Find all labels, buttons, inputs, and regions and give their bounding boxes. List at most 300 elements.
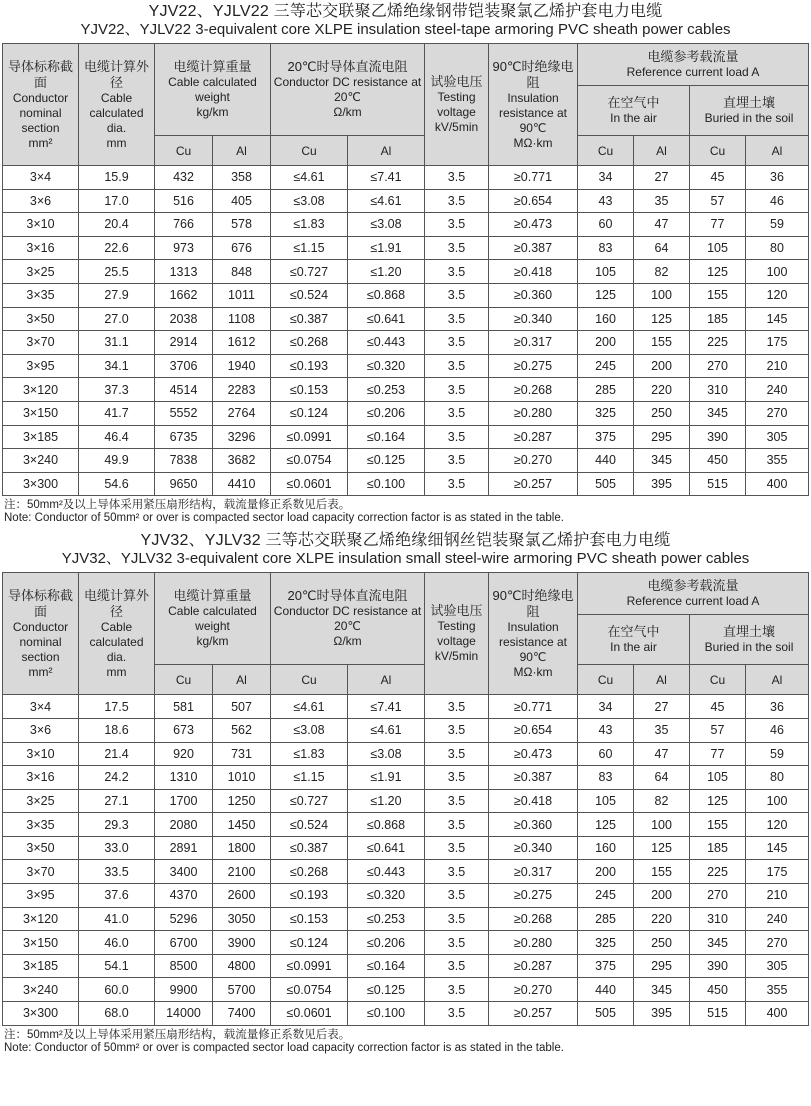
table-cell: 29.3: [79, 813, 155, 837]
table-cell: 220: [634, 378, 690, 402]
table-cell: 3.5: [425, 283, 489, 307]
table-cell: 60: [578, 742, 634, 766]
table-cell: ≤0.164: [348, 425, 425, 449]
table-cell: 285: [578, 907, 634, 931]
table-cell: ≥0.317: [489, 331, 578, 355]
table-row: [3, 931, 809, 955]
table-cell: 2080: [155, 813, 213, 837]
header-section: 导体标称截面 Conductor nominal section mm²: [3, 44, 79, 166]
table-cell: ≥0.275: [489, 354, 578, 378]
table-cell: 210: [746, 354, 809, 378]
table-cell: ≥0.317: [489, 860, 578, 884]
table-row: [3, 836, 809, 860]
table-cell: 125: [578, 283, 634, 307]
header-insulation: 90℃时绝缘电阻 Insulation resistance at 90℃ MΩ·km: [489, 44, 578, 166]
table-cell: 3.5: [425, 978, 489, 1002]
table-cell: 77: [690, 213, 746, 237]
table-cell: 3.5: [425, 425, 489, 449]
table-cell: 450: [690, 978, 746, 1002]
header-air-al: Al: [634, 136, 690, 166]
table-cell: 3.5: [425, 1002, 489, 1026]
table-cell: ≥0.270: [489, 978, 578, 1002]
table-cell: 285: [578, 378, 634, 402]
table-cell: ≥0.387: [489, 236, 578, 260]
table-cell: 3.5: [425, 213, 489, 237]
table-cell: 3×35: [3, 813, 79, 837]
table-cell: 3.5: [425, 884, 489, 908]
table-cell: 3×185: [3, 954, 79, 978]
table-cell: 3×300: [3, 472, 79, 496]
table-cell: ≤4.61: [271, 695, 348, 719]
table-cell: 120: [746, 813, 809, 837]
table-cell: 3×35: [3, 283, 79, 307]
table-cell: 83: [578, 236, 634, 260]
table-cell: 1940: [213, 354, 271, 378]
table-cell: ≤3.08: [271, 189, 348, 213]
table-cell: 432: [155, 166, 213, 190]
table-cell: 64: [634, 766, 690, 790]
table-cell: ≤0.727: [271, 260, 348, 284]
table-cell: ≤0.153: [271, 378, 348, 402]
table-cell: ≤0.253: [348, 378, 425, 402]
spec-table: [2, 572, 809, 1025]
table-cell: 9650: [155, 472, 213, 496]
table-cell: ≤0.153: [271, 907, 348, 931]
table-cell: 270: [746, 401, 809, 425]
table-row: [3, 166, 809, 190]
table-cell: 3.5: [425, 860, 489, 884]
table-cell: 3×120: [3, 378, 79, 402]
table-cell: 46: [746, 189, 809, 213]
table-cell: ≤0.524: [271, 813, 348, 837]
table-cell: 3×240: [3, 978, 79, 1002]
table-cell: 3.5: [425, 954, 489, 978]
table-cell: 3×70: [3, 860, 79, 884]
note-zh: 注：50mm²及以上导体采用紧压扇形结构，载流量修正系数见后表。: [4, 1028, 351, 1041]
table-row: [3, 695, 809, 719]
table-cell: 45: [690, 695, 746, 719]
table-cell: 82: [634, 789, 690, 813]
header-air: 在空气中 In the air: [578, 615, 690, 665]
table-cell: 83: [578, 766, 634, 790]
table-cell: ≥0.473: [489, 742, 578, 766]
table-cell: 3706: [155, 354, 213, 378]
table-row: [3, 954, 809, 978]
table-cell: 22.6: [79, 236, 155, 260]
table-cell: 3.5: [425, 401, 489, 425]
table-cell: 358: [213, 166, 271, 190]
table-cell: 3×4: [3, 695, 79, 719]
table-cell: 82: [634, 260, 690, 284]
table-cell: 270: [690, 884, 746, 908]
table-cell: 3×25: [3, 789, 79, 813]
table-cell: ≥0.360: [489, 813, 578, 837]
table-cell: ≤7.41: [348, 166, 425, 190]
table-cell: 4410: [213, 472, 271, 496]
table-cell: 515: [690, 1002, 746, 1026]
table-cell: 3×50: [3, 307, 79, 331]
table-cell: 125: [690, 789, 746, 813]
table-cell: 310: [690, 378, 746, 402]
table-cell: 59: [746, 213, 809, 237]
header-soil-cu: Cu: [690, 136, 746, 166]
table-cell: ≤0.125: [348, 978, 425, 1002]
table-cell: 295: [634, 425, 690, 449]
header-dia: 电缆计算外径 Cable calculated dia. mm: [79, 573, 155, 695]
table-cell: ≤0.868: [348, 283, 425, 307]
table-cell: 3×185: [3, 425, 79, 449]
table-cell: 210: [746, 884, 809, 908]
table-cell: 3.5: [425, 695, 489, 719]
table-cell: 15.9: [79, 166, 155, 190]
table-cell: 676: [213, 236, 271, 260]
table-row: [3, 354, 809, 378]
table-cell: 5700: [213, 978, 271, 1002]
table-cell: 1700: [155, 789, 213, 813]
table-cell: 31.1: [79, 331, 155, 355]
table-cell: ≤0.641: [348, 836, 425, 860]
table-cell: 160: [578, 307, 634, 331]
table-cell: 731: [213, 742, 271, 766]
header-resist-cu: Cu: [271, 665, 348, 695]
header-soil-al: Al: [746, 665, 809, 695]
table-cell: 145: [746, 307, 809, 331]
table-cell: 305: [746, 425, 809, 449]
table-cell: 3.5: [425, 813, 489, 837]
table-cell: 185: [690, 307, 746, 331]
table-cell: 60: [578, 213, 634, 237]
table-cell: 3×6: [3, 189, 79, 213]
table-cell: ≤0.124: [271, 401, 348, 425]
header-air-cu: Cu: [578, 665, 634, 695]
header-insulation: 90℃时绝缘电阻 Insulation resistance at 90℃ MΩ·km: [489, 573, 578, 695]
table-cell: 245: [578, 354, 634, 378]
table-cell: 80: [746, 236, 809, 260]
table-cell: 3.5: [425, 189, 489, 213]
header-voltage: 试验电压 Testing voltage kV/5min: [425, 573, 489, 695]
header-weight-cu: Cu: [155, 665, 213, 695]
table-cell: ≤0.268: [271, 860, 348, 884]
table-cell: 3×16: [3, 766, 79, 790]
table-cell: 3×4: [3, 166, 79, 190]
table-cell: ≤1.15: [271, 236, 348, 260]
table-cell: ≤4.61: [348, 189, 425, 213]
table-cell: ≤4.61: [348, 718, 425, 742]
table-cell: 5552: [155, 401, 213, 425]
table-cell: 9900: [155, 978, 213, 1002]
table-cell: 27.1: [79, 789, 155, 813]
header-resist-al: Al: [348, 136, 425, 166]
table-row: [3, 884, 809, 908]
table-cell: 2764: [213, 401, 271, 425]
table-cell: 3×95: [3, 354, 79, 378]
table-cell: ≥0.771: [489, 166, 578, 190]
table-cell: 3050: [213, 907, 271, 931]
table-cell: ≤0.727: [271, 789, 348, 813]
table-cell: 3.5: [425, 718, 489, 742]
table-cell: 1250: [213, 789, 271, 813]
table-cell: 3296: [213, 425, 271, 449]
table-cell: 155: [690, 283, 746, 307]
table-cell: 185: [690, 836, 746, 860]
table-cell: 440: [578, 978, 634, 1002]
section-title-en: YJV22、YJLV22 3-equivalent core XLPE insulation steel-tape armoring PVC sheath power cables: [80, 21, 731, 38]
table-row: [3, 978, 809, 1002]
table-cell: 100: [634, 283, 690, 307]
table-cell: ≤1.91: [348, 766, 425, 790]
table-row: [3, 331, 809, 355]
table-cell: 1010: [213, 766, 271, 790]
table-cell: 37.6: [79, 884, 155, 908]
table-cell: 3.5: [425, 789, 489, 813]
table-cell: 7838: [155, 449, 213, 473]
table-cell: ≤1.15: [271, 766, 348, 790]
table-cell: 375: [578, 425, 634, 449]
table-cell: 355: [746, 978, 809, 1002]
table-cell: 920: [155, 742, 213, 766]
header-load: 电缆参考载流量 Reference current load A: [578, 573, 809, 615]
table-cell: 47: [634, 213, 690, 237]
table-cell: 2914: [155, 331, 213, 355]
table-cell: ≤0.0754: [271, 978, 348, 1002]
table-cell: 155: [634, 331, 690, 355]
table-cell: 295: [634, 954, 690, 978]
header-resist-al: Al: [348, 665, 425, 695]
header-resistance: 20℃时导体直流电阻 Conductor DC resistance at 20℃ Ω/km: [271, 44, 425, 136]
table-cell: 4370: [155, 884, 213, 908]
table-cell: 36: [746, 166, 809, 190]
table-row: [3, 378, 809, 402]
table-cell: ≤0.0754: [271, 449, 348, 473]
table-cell: ≤0.125: [348, 449, 425, 473]
table-row: [3, 283, 809, 307]
table-cell: 105: [690, 236, 746, 260]
table-cell: ≥0.287: [489, 425, 578, 449]
table-cell: 57: [690, 189, 746, 213]
table-row: [3, 449, 809, 473]
table-cell: 848: [213, 260, 271, 284]
table-cell: ≥0.340: [489, 307, 578, 331]
table-cell: 400: [746, 472, 809, 496]
table-cell: 345: [634, 449, 690, 473]
table-cell: 125: [578, 813, 634, 837]
header-weight-al: Al: [213, 136, 271, 166]
note-zh: 注：50mm²及以上导体采用紧压扇形结构，载流量修正系数见后表。: [4, 499, 351, 512]
table-cell: ≥0.340: [489, 836, 578, 860]
table-cell: 105: [578, 789, 634, 813]
table-cell: ≥0.654: [489, 189, 578, 213]
table-row: [3, 718, 809, 742]
header-soil: 直埋土壤 Buried in the soil: [690, 86, 809, 136]
table-cell: 1662: [155, 283, 213, 307]
table-cell: ≤0.206: [348, 931, 425, 955]
table-cell: 41.0: [79, 907, 155, 931]
table-cell: ≤1.20: [348, 260, 425, 284]
table-cell: 45: [690, 166, 746, 190]
table-cell: 395: [634, 472, 690, 496]
table-cell: ≥0.275: [489, 884, 578, 908]
table-cell: 305: [746, 954, 809, 978]
table-cell: 250: [634, 931, 690, 955]
table-cell: ≥0.280: [489, 401, 578, 425]
table-cell: 1450: [213, 813, 271, 837]
table-cell: 21.4: [79, 742, 155, 766]
table-row: [3, 189, 809, 213]
table-cell: 395: [634, 1002, 690, 1026]
table-cell: ≤0.0601: [271, 472, 348, 496]
table-cell: ≤0.641: [348, 307, 425, 331]
table-cell: 33.5: [79, 860, 155, 884]
table-cell: 3×300: [3, 1002, 79, 1026]
header-weight: 电缆计算重量 Cable calculated weight kg/km: [155, 44, 271, 136]
table-cell: 3400: [155, 860, 213, 884]
table-cell: 64: [634, 236, 690, 260]
table-cell: 3×95: [3, 884, 79, 908]
header-weight-al: Al: [213, 665, 271, 695]
table-cell: 3.5: [425, 331, 489, 355]
table-cell: ≥0.257: [489, 472, 578, 496]
table-cell: 3.5: [425, 449, 489, 473]
table-cell: ≤0.320: [348, 354, 425, 378]
table-cell: ≤0.443: [348, 331, 425, 355]
table-cell: ≥0.287: [489, 954, 578, 978]
table-cell: 46: [746, 718, 809, 742]
table-row: [3, 789, 809, 813]
table-cell: ≤0.0991: [271, 425, 348, 449]
table-cell: 562: [213, 718, 271, 742]
table-cell: 77: [690, 742, 746, 766]
header-section: 导体标称截面 Conductor nominal section mm²: [3, 573, 79, 695]
table-cell: 125: [634, 307, 690, 331]
header-soil-al: Al: [746, 136, 809, 166]
table-cell: ≤1.91: [348, 236, 425, 260]
table-cell: 3×10: [3, 742, 79, 766]
table-cell: 20.4: [79, 213, 155, 237]
header-weight-cu: Cu: [155, 136, 213, 166]
table-cell: 225: [690, 331, 746, 355]
table-cell: 27.0: [79, 307, 155, 331]
header-load: 电缆参考载流量 Reference current load A: [578, 44, 809, 86]
cable-section: [0, 0, 811, 525]
table-cell: 100: [746, 260, 809, 284]
table-cell: 3682: [213, 449, 271, 473]
table-cell: 49.9: [79, 449, 155, 473]
section-title-zh: YJV32、YJLV32 三等芯交联聚乙烯绝缘细钢丝铠装聚氯乙烯护套电力电缆: [140, 532, 671, 550]
table-cell: 3×10: [3, 213, 79, 237]
table-cell: 3.5: [425, 236, 489, 260]
table-cell: 3.5: [425, 378, 489, 402]
table-cell: 155: [634, 860, 690, 884]
table-cell: 34: [578, 695, 634, 719]
table-cell: ≥0.268: [489, 907, 578, 931]
section-title-zh: YJV22、YJLV22 三等芯交联聚乙烯绝缘钢带铠装聚氯乙烯护套电力电缆: [148, 3, 663, 20]
table-row: [3, 742, 809, 766]
table-cell: 505: [578, 1002, 634, 1026]
table-cell: 35: [634, 718, 690, 742]
table-cell: ≤1.20: [348, 789, 425, 813]
header-air-al: Al: [634, 665, 690, 695]
table-cell: 27.9: [79, 283, 155, 307]
table-cell: 57: [690, 718, 746, 742]
table-cell: 270: [746, 931, 809, 955]
table-cell: 34: [578, 166, 634, 190]
table-row: [3, 307, 809, 331]
table-cell: 1108: [213, 307, 271, 331]
table-cell: ≥0.280: [489, 931, 578, 955]
table-cell: 1310: [155, 766, 213, 790]
table-cell: ≥0.360: [489, 283, 578, 307]
table-cell: ≤0.206: [348, 401, 425, 425]
table-cell: 120: [746, 283, 809, 307]
table-cell: 2600: [213, 884, 271, 908]
table-cell: ≥0.268: [489, 378, 578, 402]
table-cell: 3.5: [425, 931, 489, 955]
table-cell: 125: [634, 836, 690, 860]
table-row: [3, 236, 809, 260]
table-cell: 1313: [155, 260, 213, 284]
table-cell: 310: [690, 907, 746, 931]
table-cell: 60.0: [79, 978, 155, 1002]
table-cell: 3×120: [3, 907, 79, 931]
table-cell: 4800: [213, 954, 271, 978]
table-cell: 581: [155, 695, 213, 719]
table-cell: 36: [746, 695, 809, 719]
header-air-cu: Cu: [578, 136, 634, 166]
table-cell: ≤3.08: [348, 213, 425, 237]
table-cell: 3900: [213, 931, 271, 955]
table-row: [3, 260, 809, 284]
table-cell: 578: [213, 213, 271, 237]
header-resist-cu: Cu: [271, 136, 348, 166]
table-row: [3, 1002, 809, 1026]
table-cell: ≤3.08: [348, 742, 425, 766]
table-cell: 105: [578, 260, 634, 284]
table-cell: 3×50: [3, 836, 79, 860]
table-cell: 1011: [213, 283, 271, 307]
table-cell: 390: [690, 954, 746, 978]
table-cell: ≤0.193: [271, 354, 348, 378]
table-cell: 345: [690, 931, 746, 955]
table-cell: 100: [634, 813, 690, 837]
table-cell: 27: [634, 695, 690, 719]
table-cell: ≤0.443: [348, 860, 425, 884]
table-cell: ≥0.418: [489, 789, 578, 813]
header-soil-cu: Cu: [690, 665, 746, 695]
table-cell: 25.5: [79, 260, 155, 284]
table-cell: 507: [213, 695, 271, 719]
table-cell: 3×150: [3, 931, 79, 955]
header-resistance: 20℃时导体直流电阻 Conductor DC resistance at 20℃ Ω/km: [271, 573, 425, 665]
table-cell: ≤0.0991: [271, 954, 348, 978]
table-cell: 175: [746, 331, 809, 355]
table-row: [3, 813, 809, 837]
table-cell: 3×25: [3, 260, 79, 284]
table-cell: ≥0.387: [489, 766, 578, 790]
table-cell: 270: [690, 354, 746, 378]
table-cell: 3.5: [425, 307, 489, 331]
table-cell: 17.5: [79, 695, 155, 719]
table-cell: ≥0.257: [489, 1002, 578, 1026]
table-cell: 3.5: [425, 742, 489, 766]
table-cell: 200: [578, 331, 634, 355]
table-cell: 8500: [155, 954, 213, 978]
table-cell: 3×240: [3, 449, 79, 473]
table-cell: 245: [578, 884, 634, 908]
table-cell: ≤0.193: [271, 884, 348, 908]
table-cell: 325: [578, 931, 634, 955]
table-cell: 505: [578, 472, 634, 496]
table-cell: ≤1.83: [271, 213, 348, 237]
